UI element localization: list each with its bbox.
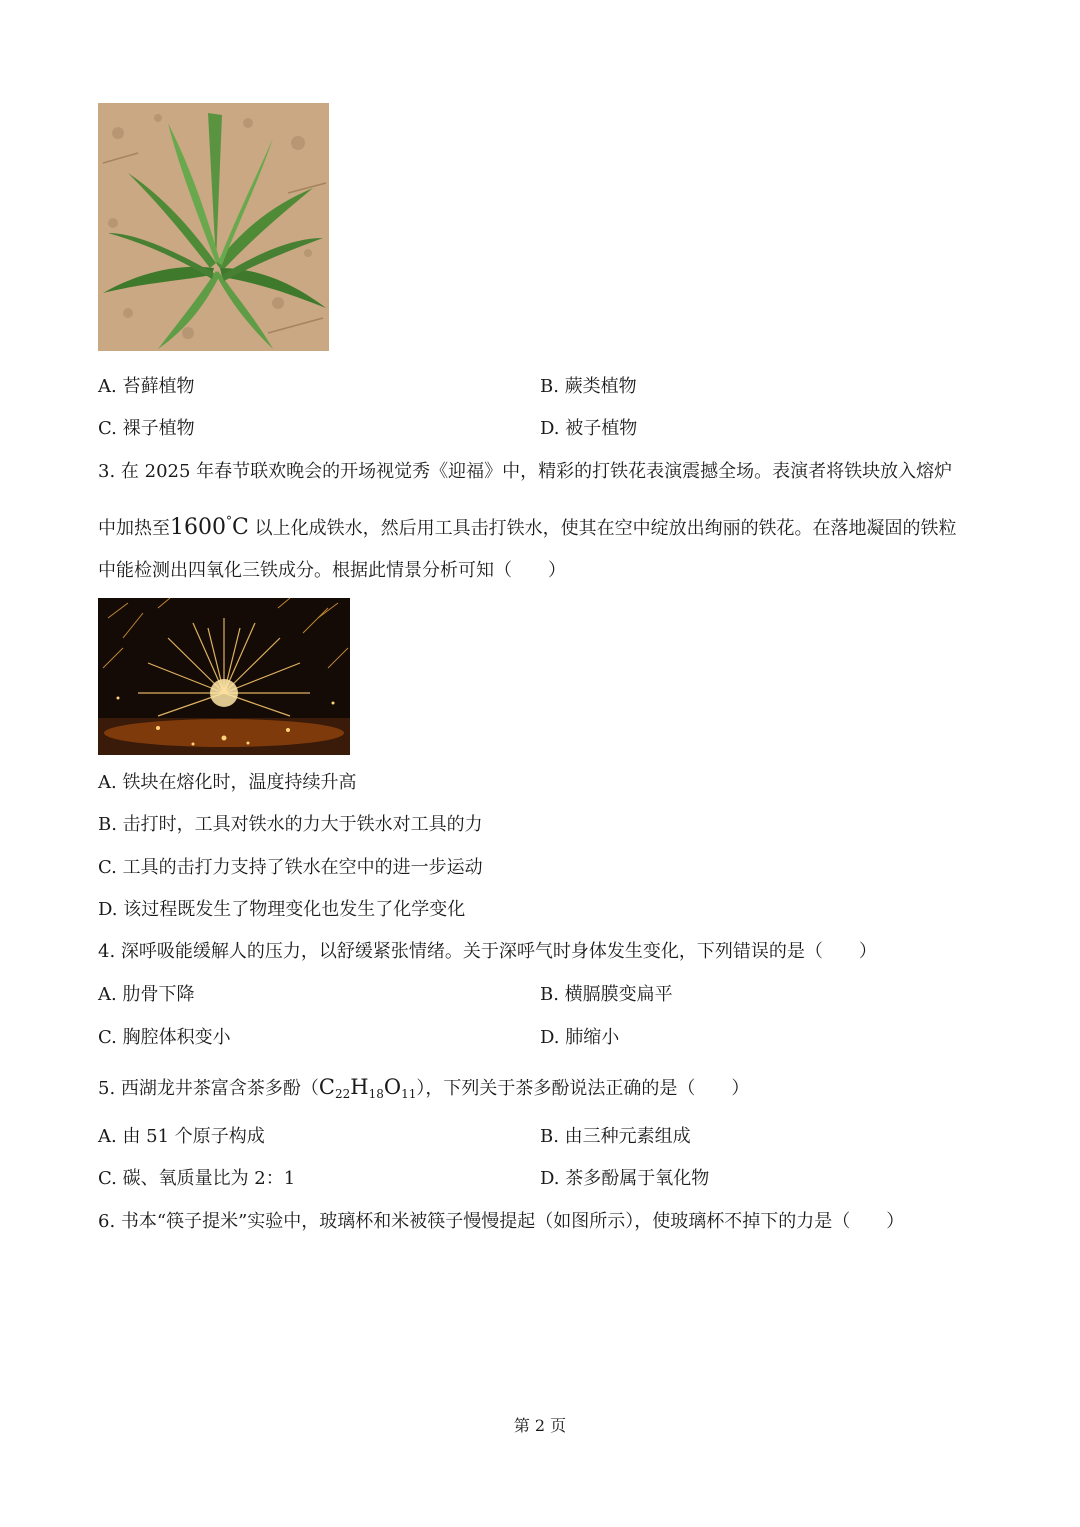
option-b: B. 横膈膜变扁平 bbox=[540, 984, 673, 1005]
iron-fireworks-photo bbox=[98, 598, 350, 755]
option-a: A. 铁块在熔化时，温度持续升高 bbox=[98, 772, 357, 793]
question-5-stem bbox=[98, 1075, 749, 1106]
option-c: C. 工具的击打力支持了铁水在空中的进一步运动 bbox=[98, 857, 483, 878]
option-d: D. 该过程既发生了物理变化也发生了化学变化 bbox=[98, 899, 466, 920]
temperature-unit: C bbox=[232, 515, 249, 540]
option-a: A. 肋骨下降 bbox=[98, 984, 195, 1005]
option-d: D. 肺缩小 bbox=[540, 1027, 620, 1048]
option-a: A. 由 51 个原子构成 bbox=[98, 1126, 265, 1147]
option-d: D. 被子植物 bbox=[540, 418, 638, 439]
question-5-text: ），下列关于茶多酚说法正确的是（ ） bbox=[416, 1078, 750, 1099]
option-c: C. 碳、氧质量比为 2：1 bbox=[98, 1168, 296, 1189]
question-3-line-1: 3. 在 2025 年春节联欢晚会的开场视觉秀《迎福》中，精彩的打铁花表演震撼全场。表演者将铁块放入熔炉 bbox=[98, 461, 953, 482]
question-6-stem: 6. 书本“筷子提米”实验中，玻璃杯和米被筷子慢慢提起（如图所示），使玻璃杯不掉下的力是（ ） bbox=[98, 1211, 905, 1232]
question-3-line-2 bbox=[98, 509, 957, 541]
question-5-text: 5. 西湖龙井茶富含茶多酚（ bbox=[98, 1078, 319, 1099]
option-d: D. 茶多酚属于氧化物 bbox=[540, 1168, 710, 1189]
degree-symbol: ° bbox=[226, 514, 232, 528]
chemical-formula: $C_{22}H_{18}O_{11}$ bbox=[318, 1075, 417, 1101]
plant-photo bbox=[98, 103, 329, 351]
question-3-text: 以上化成铁水，然后用工具击打铁水，使其在空中绽放出绚丽的铁花。在落地凝固的铁粒 bbox=[248, 518, 957, 539]
question-3-line-3: 中能检测出四氧化三铁成分。根据此情景分析可知（ ） bbox=[98, 560, 566, 581]
temperature-value: 1600 bbox=[170, 515, 226, 540]
option-b: B. 击打时，工具对铁水的力大于铁水对工具的力 bbox=[98, 814, 483, 835]
question-4-stem: 4. 深呼吸能缓解人的压力，以舒缓紧张情绪。关于深呼气时身体发生变化，下列错误的是（ ） bbox=[98, 941, 877, 962]
option-b: B. 蕨类植物 bbox=[540, 376, 637, 397]
option-c: C. 裸子植物 bbox=[98, 418, 195, 439]
option-a: A. 苔藓植物 bbox=[98, 376, 195, 397]
question-3-text: 中加热至 bbox=[98, 518, 170, 539]
option-c: C. 胸腔体积变小 bbox=[98, 1027, 231, 1048]
option-b: B. 由三种元素组成 bbox=[540, 1126, 691, 1147]
page-number: 第 2 页 bbox=[513, 1416, 567, 1435]
